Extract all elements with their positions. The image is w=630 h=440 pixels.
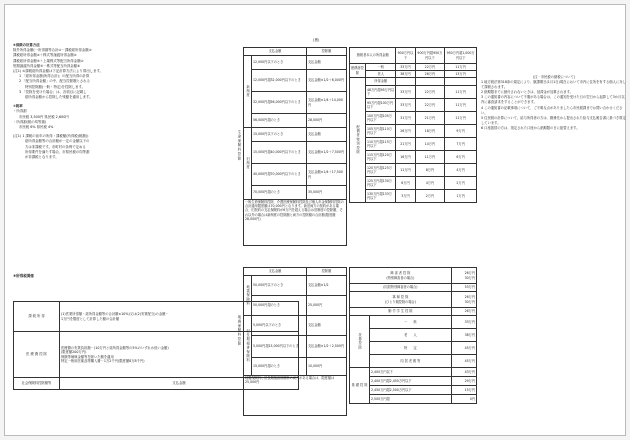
note-line: が非課税となります。 (25, 155, 59, 160)
sp-inc: 95万円超100万円以下 (366, 99, 396, 112)
rate-line: ・所得割 (13, 109, 27, 114)
cell: 6万円 (445, 151, 477, 164)
cell: 22万円 (415, 99, 445, 112)
life-pay: 70,000円超のとき (252, 186, 307, 200)
life-deduct: 支払金額 (307, 56, 347, 70)
dep-amt: 53万円 (451, 284, 476, 292)
calc-line: 3 「控除を受けた場合」は、各項目に記載し (19, 89, 87, 94)
calc-line: 課税総所得金額②＋株式等譲渡所得金額② (13, 53, 77, 58)
rate-line: 市民税 3,500円 県民税 2,600円 (19, 114, 69, 119)
cell: 11万円 (445, 99, 477, 112)
rate-line: ・所得割(税の均等割) (13, 119, 47, 124)
fuyo-amt: 33万円 (451, 316, 476, 329)
earthquake-insurance-table (243, 267, 347, 416)
life-pay: 12,000円超32,000円以下のとき (252, 70, 307, 92)
quake-deduct: 25,000円 (307, 296, 347, 316)
dep-label: (同居特別障害者の場合) (350, 284, 452, 292)
note-line: 総所得金額等の合計額が一定の金額以下の (25, 139, 90, 144)
basic-label: 基 礎 控 除 (350, 368, 370, 404)
sp-inc: 130万円超133万円以下 (366, 190, 396, 203)
cell: 2万円 (445, 177, 477, 190)
life-deduct: 支払金額 (307, 128, 347, 142)
document-page (4, 4, 626, 436)
dep-label-text: 寡 婦 控 除 (392, 295, 409, 300)
fuyo-amt: 45万円 (451, 355, 476, 368)
fuyo-kind: 一 般 (370, 316, 452, 329)
fuyo-amt: 45万円 (451, 342, 476, 355)
cell: 21万円 (415, 112, 445, 125)
note-line: 方は非課税です。市町村の条例で定める (25, 144, 86, 149)
quake-note: 地震保険料と旧長期損害保険料の両方がある場合は、限度額は25,000円 (244, 376, 347, 416)
sp-inc: 120万円超125万円以下 (366, 164, 396, 177)
sp-inc: 48万円超95万円以下 (366, 86, 396, 99)
cell: 9万円 (445, 125, 477, 138)
cell: 6万円 (396, 177, 415, 190)
cell: 22万円 (415, 86, 445, 99)
row-label: 課 税 所 得 (14, 302, 60, 332)
cell: 11万円 (445, 112, 477, 125)
cell: 33万円 (396, 99, 415, 112)
spouse-kind: 老人 (366, 71, 396, 78)
notes-title: (注・市民税の納税について) (532, 75, 576, 79)
income-tax-heading: ⑧所得税関係 (13, 274, 35, 278)
calc-line: 1 「総所得金額(所得合計)」の配当所得の計算 (19, 74, 90, 79)
note-line: (注1) 1 課税の前年の所得・課税額(所得税(税額)) (13, 134, 89, 139)
cell: 11万円 (445, 64, 477, 71)
life-pay: 15,000円以下のとき (252, 128, 307, 142)
top-head: 950万円超1,000万円以下 (445, 48, 477, 64)
cell: 31万円 (396, 112, 415, 125)
dep-sub: (特別障害者の場合) (386, 275, 415, 280)
cell: 33万円 (396, 64, 415, 71)
cell: 2万円 (415, 190, 445, 203)
life-deduct: 28,000円 (307, 114, 347, 128)
sub-old: 旧制度 (244, 128, 252, 200)
sp-inc: 100万円超105万円以下 (366, 112, 396, 125)
fuyo-label: 扶養控除 (350, 316, 370, 368)
life-pay: 12,000円以下のとき (252, 56, 307, 70)
life-deduct: 支払金額×1/4＋17,500円 (307, 164, 347, 186)
top-head: 納税者本人の所得金額 (350, 48, 396, 64)
basic-inc: 2,400万円以下 (370, 368, 452, 377)
calc-line: 短期譲渡所得金額③－株式等配当所得金額④ (13, 63, 81, 68)
quake-deduct: 支払金額×1/2 (307, 276, 347, 296)
calc-line: 除外所得金額(一所得割等合計②－課税総所得金額② (13, 48, 92, 53)
basic-amt: 0円 (451, 395, 476, 404)
cell: 14万円 (415, 138, 445, 151)
row-label: 社会保険料控除額等 (14, 378, 60, 390)
sub-quake: 地震保険料 (244, 276, 252, 316)
spouse-kind: 一般 (366, 64, 396, 71)
life-insurance-table (243, 47, 347, 246)
cell: 7万円 (445, 138, 477, 151)
sp-inc: 110万円超115万円以下 (366, 138, 396, 151)
cell: 11万円 (415, 151, 445, 164)
life-pay: 40,000円超70,000円以下のとき (252, 164, 307, 186)
cell: 16万円 (396, 151, 415, 164)
life-deduct: 支払金額×1/2＋7,500円 (307, 142, 347, 164)
cell: 18万円 (415, 125, 445, 138)
quake-deduct: 10,000円 (307, 358, 347, 376)
dep-label (350, 292, 452, 308)
note-line: 所得要件を満たす場合、市県民税の均等割 (25, 149, 90, 154)
row-text: 支払金額 (60, 378, 299, 390)
sp-inc: 125万円超130万円以下 (366, 177, 396, 190)
amt: 30万円 (464, 299, 475, 304)
header-pay: 支払金額 (244, 268, 307, 276)
basic-amt: 43万円 (451, 368, 476, 377)
quake-deduct: 支払金額 (307, 316, 347, 336)
cell: 26万円 (396, 125, 415, 138)
note-paragraph: 4 この通知書の記載事項について、ご不明な点がありましたら市民税課までお問い合わせください。 (481, 105, 623, 115)
quake-pay: 5,000円以下のとき (252, 316, 307, 336)
life-note: 一般生命保険料控除、介護医療保険料控除及び個人年金保険料控除の合計適用限度額は70,000円となります。新旧両方の契約がある場合、旧契約の支払保険料が6万円を超える場合は旧制度の控除額、それ以外の場合は新制度の控除額と両方の控除額の合計額(限度額28,000円) (244, 200, 347, 246)
cell: 11万円 (396, 164, 415, 177)
basic-inc: 2,500万円超 (370, 395, 452, 404)
cell: 13万円 (445, 71, 477, 78)
header-deduct: 控除額 (307, 268, 347, 276)
note-paragraph: 3 この通知書の内容について不服がある場合は、この通知を受けた日の翌日から起算して3か月以内に審査請求をすることができます。 (481, 95, 625, 105)
spouse-label: 配偶者控除 (350, 64, 366, 78)
quake-pay: 50,000円超のとき (252, 296, 307, 316)
notes-column (481, 75, 627, 131)
cell: 22万円 (415, 64, 445, 71)
cell: 1万円 (445, 190, 477, 203)
sub-long: 旧長期損害保険料 (244, 316, 252, 376)
calc-heading: ⑥保険の計算方法 (13, 43, 40, 47)
life-deduct: 支払金額×1/2＋6,000円 (307, 70, 347, 92)
dep-label: 勤 労 学 生 控 除 (350, 308, 452, 316)
basic-inc: 2,450万円超2,500万円以下 (370, 386, 452, 395)
cell: 8万円 (415, 164, 445, 177)
sp-head: 所得金額 (366, 78, 396, 86)
cell: 21万円 (396, 138, 415, 151)
fuyo-kind: 特 定 (370, 342, 452, 355)
cell: 4万円 (415, 177, 445, 190)
cell: 3万円 (396, 190, 415, 203)
basic-inc: 2,400万円超2,450万円以下 (370, 377, 452, 386)
group-life-label: 生命保険料控除 (237, 129, 241, 161)
cell: 33万円 (396, 86, 415, 99)
header-pay: 支払金額 (244, 48, 307, 56)
dep-label-text: 障 害 者 控 除 (390, 271, 411, 276)
cell: 11万円 (445, 86, 477, 99)
sub-new: 新制度 (244, 56, 252, 128)
life-pay: 15,000円超40,000円以下のとき (252, 142, 307, 164)
back-side-label: (裏) (313, 38, 320, 42)
basic-amt: 15万円 (451, 386, 476, 395)
top-head: 900万円超950万円以下 (415, 48, 445, 64)
header-deduct: 控除額 (307, 48, 347, 56)
dep-amt (451, 292, 476, 308)
life-pay: 56,000円超のとき (252, 114, 307, 128)
quake-pay: 5,000円超15,000円以下のとき (252, 336, 307, 358)
calc-line: (注1) ①課税総所得金額は下記計算方法により算出します。 (13, 69, 104, 74)
amt: 26万円 (464, 295, 475, 300)
sp-inc: 115万円超120万円以下 (366, 151, 396, 164)
note-paragraph: 1 地方税法第318条の規定により、賦課期日(1月1日)現在において市内に住所を有する個人に対して課税されます。 (481, 80, 626, 90)
top-head: 900万円以下 (396, 48, 415, 64)
quake-pay: 50,000円以下のとき (252, 276, 307, 296)
rate-heading: ⑦税率 (13, 104, 23, 109)
row-text: 医療費の実質負担額－(10万円と総所得金額等の5%のいずれか低い金額) (限度額200万円) 保険等補塡金額等を除いた額を適用 特定一般用医薬品等購入費－1万2千円(限度額8万8千円) (60, 332, 299, 378)
group-quake-label: 地震保険料控除 (237, 314, 241, 346)
life-pay: 32,000円超56,000円以下のとき (252, 92, 307, 114)
cell: 4万円 (445, 164, 477, 177)
dep-sub: (ひとり親控除の場合) (384, 299, 416, 304)
row-label: 医 療 費 控 除 (14, 332, 60, 378)
note-paragraph: 5 住民税の計算について、給与所得者の方は、勤務先から提出された給与支払報告書に基づき算定しています。 (481, 115, 626, 125)
basic-amt: 29万円 (451, 377, 476, 386)
life-deduct: 35,000円 (307, 186, 347, 200)
amt: 26万円 (464, 271, 475, 276)
sp-inc: 105万円超110万円以下 (366, 125, 396, 138)
dep-amt: 26万円 (451, 308, 476, 316)
amt: 30万円 (464, 275, 475, 280)
quake-deduct: 支払金額×1/2＋2,500円 (307, 336, 347, 358)
cell: 26万円 (415, 71, 445, 78)
row-text: (1)営業所得額・総所得金額等の合計額×10%)又は(2)実質配当)の金額－ 1万円を限度として計算した額の合計額 (60, 302, 299, 332)
calc-line: 2 「配当所得金額」の中、配当控除額とされる (19, 79, 91, 84)
note-paragraph: 2 納期限までに納付されないときは、延滞金が加算されます。 (481, 90, 573, 95)
calc-line: 特別控除額(一般・特定)を控除します。 (25, 84, 86, 89)
dep-amt (451, 268, 476, 284)
quake-pay: 15,000円超のとき (252, 358, 307, 376)
sp-group: 配偶者特別控除 (350, 78, 366, 203)
calc-line: 総所得金額から控除した残額を適用します。 (25, 95, 93, 100)
left-column (13, 43, 193, 160)
cell: 38万円 (396, 71, 415, 78)
fuyo-amt: 38万円 (451, 329, 476, 342)
spouse-deduction-table (349, 47, 477, 203)
dep-label (350, 268, 452, 284)
calc-line: 課税総所得金額③＋上場株式等配当所得金額② (13, 58, 84, 63)
note-paragraph: 6 口座振替の方は、指定された口座から納期限の日に振替えます。 (481, 125, 580, 130)
other-deduction-table (349, 267, 477, 404)
fuyo-kind: 老 人 (370, 329, 452, 342)
rate-line: 市民税 6% 県民税 4% (19, 125, 54, 130)
life-deduct: 支払金額×1/4＋14,000円 (307, 92, 347, 114)
fuyo-kind: 同 居 老 親 等 (370, 355, 452, 368)
